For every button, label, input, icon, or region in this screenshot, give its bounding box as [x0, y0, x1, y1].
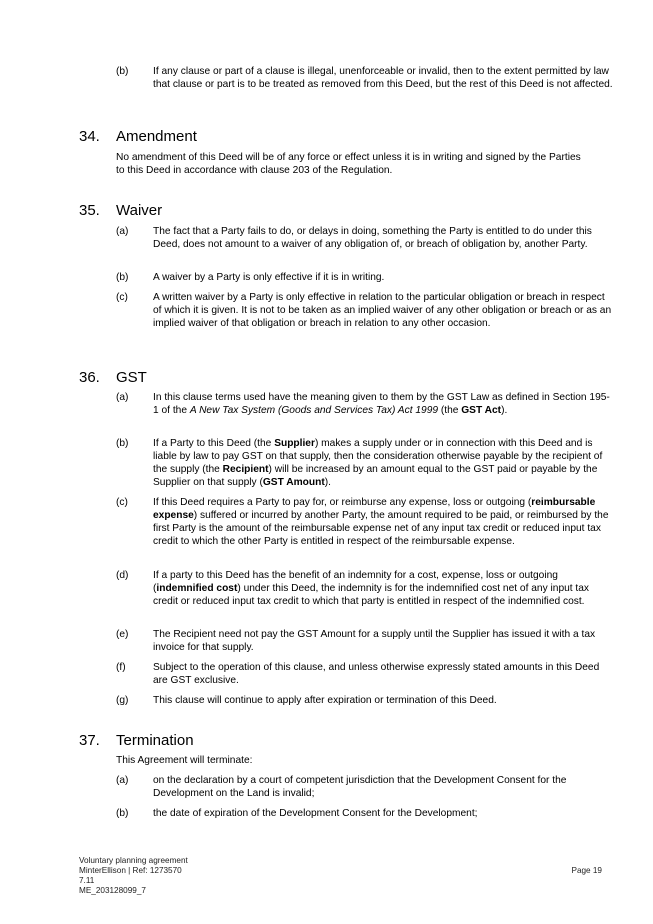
defined-term: GST Act [461, 405, 502, 416]
text-run: If a party to this Deed has the benefit of an indemnity for a cost, expense, loss or outgoing ( [153, 570, 558, 594]
item-label: (a) [116, 392, 129, 403]
item-label: (a) [116, 226, 129, 237]
text-run: ). [324, 477, 331, 488]
heading-title: Termination [116, 732, 194, 749]
item-label: (c) [116, 292, 128, 303]
item-text: The fact that a Party fails to do, or delays in doing, something the Party is entitled to do under this Deed, does not amount to a waiver of any obligation of, or breach of obligation by, another Party. [153, 226, 592, 250]
footer-left [79, 856, 188, 896]
clause-37-heading [79, 732, 194, 750]
item-label: (f) [116, 662, 126, 673]
item-label: (e) [116, 629, 129, 640]
clause-35-heading [79, 202, 162, 220]
heading-title: Waiver [116, 202, 163, 219]
item-label: (b) [116, 272, 129, 283]
item-text: Subject to the operation of this clause, and unless otherwise expressly stated amounts in this Deed are GST exclusive. [153, 662, 600, 686]
item-text: on the declaration by a court of competent jurisdiction that the Development Consent for the Development on the Land is invalid; [153, 775, 567, 799]
item-label: (b) [116, 66, 129, 77]
footer-version: 7.11 [79, 876, 95, 885]
item-text: This clause will continue to apply after expiration or termination of this Deed. [153, 695, 497, 706]
item-text [153, 496, 613, 548]
heading-title: Amendment [116, 128, 197, 145]
item-label: (b) [116, 808, 129, 819]
heading-number: 37. [79, 732, 100, 749]
defined-term: Supplier [274, 438, 315, 449]
clause-34-body: No amendment of this Deed will be of any force or effect unless it is in writing and signed by the Parties to this Deed in accordance with clause 203 of the Regulation. [116, 152, 581, 176]
defined-term: Recipient [222, 464, 269, 475]
text-run: ) will be increased by an amount equal to the GST paid or payable by the Supplier on that supply ( [153, 464, 598, 488]
item-text: the date of expiration of the Development Consent for the Development; [153, 808, 478, 819]
heading-number: 36. [79, 369, 100, 386]
footer-doc-id: ME_203128099_7 [79, 886, 146, 895]
text-run: ). [501, 405, 508, 416]
clause-36-heading [79, 369, 147, 387]
item-text: A written waiver by a Party is only effective in relation to the particular obligation or breach in respect of which it is given. It is not to be taken as an implied waiver of any other obligation or breach or as an implied waiver of that obligation or breach in relation to any other occasion. [153, 292, 612, 329]
text-run: In this clause terms used have the meaning given to them by the GST Law as defined in Section 195-1 of the [153, 392, 610, 416]
heading-number: 34. [79, 128, 100, 145]
text-run: ) under this Deed, the indemnity is for the indemnified cost net of any input tax credit or reduced input tax credit to which that party is entitled in respect of the indemnified cost. [153, 583, 590, 607]
heading-title: GST [116, 369, 147, 386]
text-run: (the [438, 405, 462, 416]
item-label: (g) [116, 695, 129, 706]
text-run: ) makes a supply under or in connection with this Deed and is liable by law to pay GST on that supply, then the consideration otherwise payable by the recipient of the supply (the [153, 438, 603, 475]
text-run: If this Deed requires a Party to pay for, or reimburse any expense, loss or outgoing ( [153, 497, 532, 508]
clause-34-heading [79, 128, 197, 146]
footer-firm-ref: MinterEllison | Ref: 1273570 [79, 866, 182, 875]
item-label: (a) [116, 775, 129, 786]
defined-term: GST Amount [262, 477, 325, 488]
item-label: (b) [116, 438, 129, 449]
text-run: If a Party to this Deed (the [153, 438, 275, 449]
item-text: If any clause or part of a clause is illegal, unenforceable or invalid, then to the extent permitted by law that clause or part is to be treated as removed from this Deed, but the rest of this Deed is not affected. [153, 66, 613, 90]
defined-term: indemnified cost [156, 583, 238, 594]
item-text: A waiver by a Party is only effective if it is in writing. [153, 272, 385, 283]
item-text [153, 391, 613, 417]
clause-37-body: This Agreement will terminate: [116, 755, 253, 766]
heading-number: 35. [79, 202, 100, 219]
item-text [153, 569, 613, 608]
act-title: A New Tax System (Goods and Services Tax) Act 1999 [189, 405, 439, 416]
text-run: ) suffered or incurred by another Party, the amount required to be paid, or reimbursed by the first Party is the amount of the reimbursable expense net of any input tax credit or reduced input tax credit to which the other Party is entitled in respect of the reimbursable expense. [153, 510, 609, 547]
item-label: (d) [116, 570, 129, 581]
item-text: The Recipient need not pay the GST Amount for a supply until the Supplier has issued it with a tax invoice for that supply. [153, 629, 596, 653]
footer-doc-title: Voluntary planning agreement [79, 856, 188, 865]
defined-term: reimbursable expense [153, 497, 596, 521]
item-text [153, 437, 613, 489]
item-label: (c) [116, 497, 128, 508]
page-number: Page 19 [571, 866, 602, 875]
